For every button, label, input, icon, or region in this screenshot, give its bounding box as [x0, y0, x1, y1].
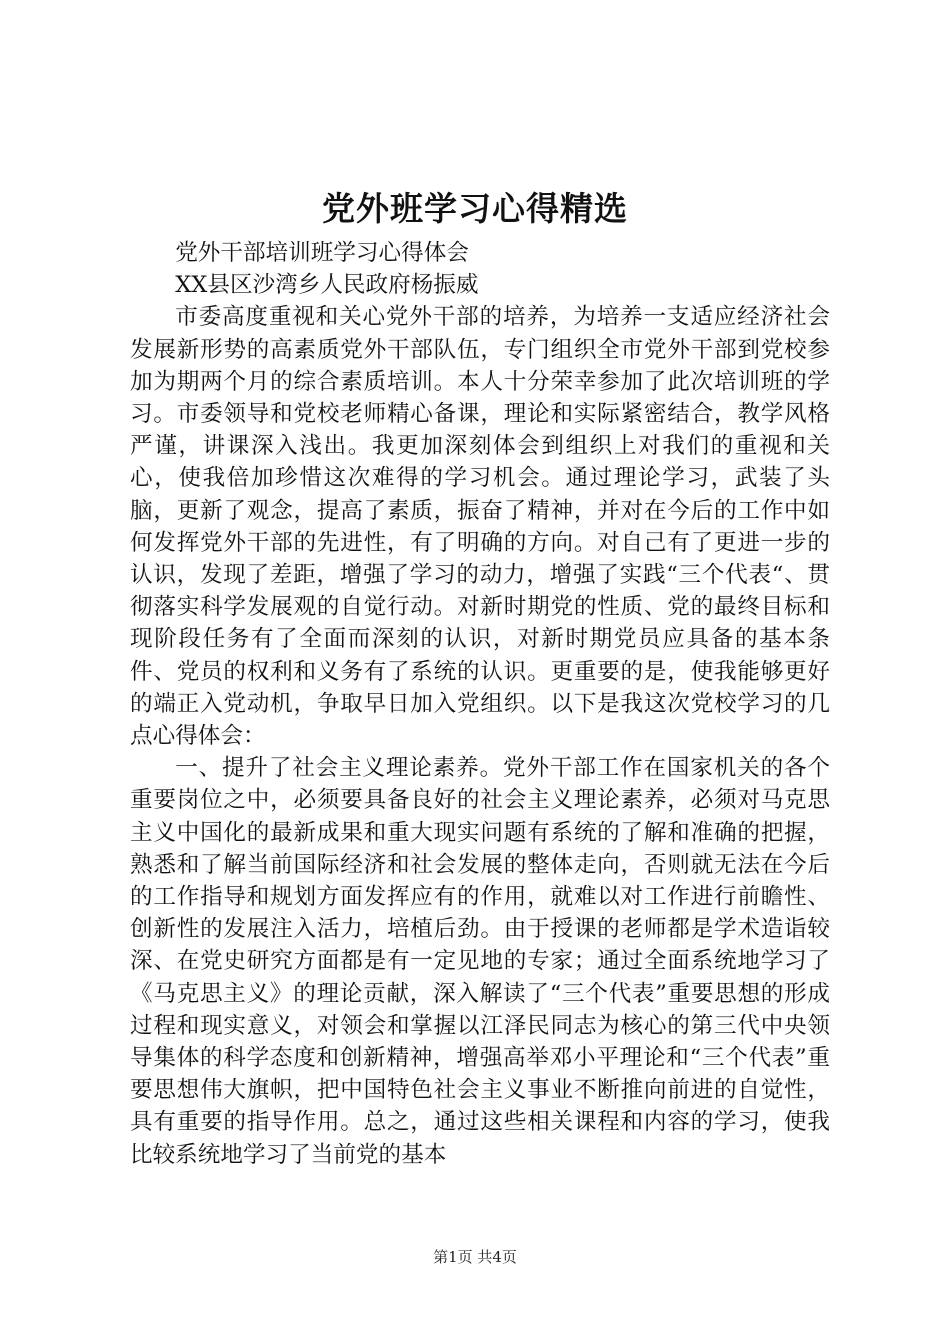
intro-paragraph: 市委高度重视和关心党外干部的培养，为培养一支适应经济社会发展新形势的高素质党外干部队伍，专门组织全市党外干部到党校参加为期两个月的综合素质培训。本人十分荣幸参加了此次培训班的学习。市委领导和党校老师精心备课，理论和实际紧密结合，教学风格严谨，讲课深入浅出。我更加深刻体会到组织上对我们的重视和关心，使我倍加珍惜这次难得的学习机会。通过理论学习，武装了头脑，更新了观念，提高了素质，振奋了精神，并对在今后的工作中如何发挥党外干部的先进性，有了明确的方向。对自己有了更进一步的认识，发现了差距，增强了学习的动力，增强了实践“三个代表“、贯彻落实科学发展观的自觉行动。对新时期党的性质、党的最终目标和现阶段任务有了全面而深刻的认识，对新时期党员应具备的基本条件、党员的权利和义务有了系统的认识。更重要的是，使我能够更好的端正入党动机，争取早日加入党组织。以下是我这次党校学习的几点心得体会：	[130, 304, 830, 750]
subtitle-paragraph: 党外干部培训班学习心得体会	[175, 240, 469, 266]
author-paragraph: XX县区沙湾乡人民政府杨振威	[175, 272, 479, 299]
document-title: 党外班学习心得精选	[322, 189, 628, 228]
document-body	[130, 237, 830, 1171]
section-one-paragraph: 一、提升了社会主义理论素养。党外干部工作在国家机关的各个重要岗位之中，必须要具备良好的社会主义理论素养，必须对马克思主义中国化的最新成果和重大现实问题有系统的了解和准确的把握，熟悉和了解当前国际经济和社会发展的整体走向，否则就无法在今后的工作指导和规划方面发挥应有的作用，就难以对工作进行前瞻性、创新性的发展注入活力，培植后劲。由于授课的老师都是学术造诣较深、在党史研究方面都是有一定见地的专家；通过全面系统地学习了《马克思主义》的理论贡献，深入解读了“三个代表”重要思想的形成过程和现实意义，对领会和掌握以江泽民同志为核心的第三代中央领导集体的科学态度和创新精神，增强高举邓小平理论和“三个代表”重要思想伟大旗帜，把中国特色社会主义事业不断推向前进的自觉性，具有重要的指导作用。总之，通过这些相关课程和内容的学习，使我比较系统地学习了当前党的基本	[130, 755, 830, 1168]
page-footer: 第1页 共4页	[433, 1248, 517, 1266]
